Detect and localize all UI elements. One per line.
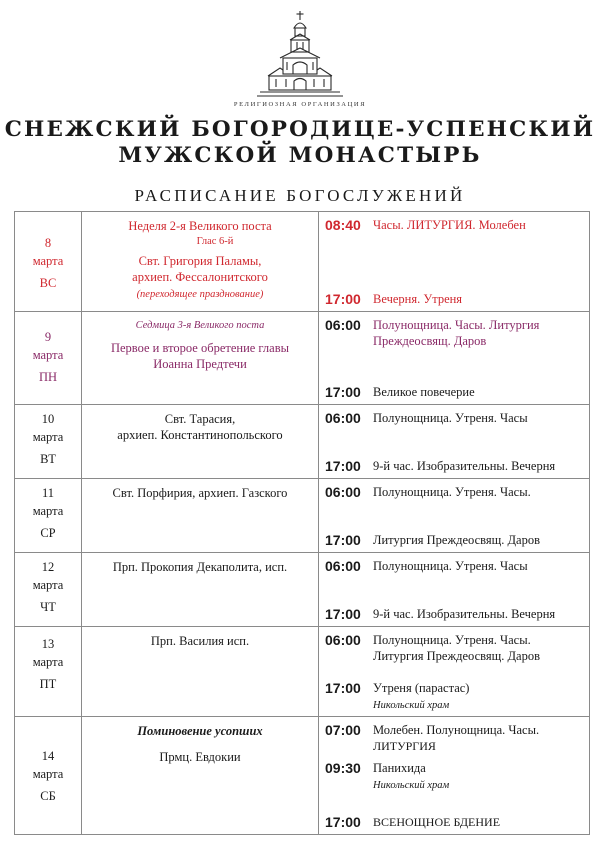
services-cell — [319, 553, 590, 627]
service-desc: ВСЕНОЩНОЕ БДЕНИЕ — [373, 815, 501, 829]
service-desc: Полунощница. Утреня. Часы. — [373, 485, 531, 499]
feast-line: Прмц. Евдокии — [159, 750, 241, 764]
date-cell — [15, 479, 82, 553]
service-item — [319, 484, 589, 500]
table-row — [15, 312, 590, 405]
feast-cell — [82, 717, 319, 835]
header — [0, 0, 600, 208]
service-time: 17:00 — [325, 384, 361, 400]
feast-cell — [82, 405, 319, 479]
service-item — [319, 217, 589, 233]
feast-cell — [82, 479, 319, 553]
feast-cell — [82, 212, 319, 312]
service-item — [319, 532, 589, 548]
monastery-church-icon — [256, 10, 344, 102]
services-cell — [319, 312, 590, 405]
weekday: ЧТ — [40, 600, 56, 614]
day-number: 14 — [41, 749, 55, 763]
service-item — [319, 384, 589, 400]
service-item — [319, 558, 589, 574]
feast-line: Седмица 3-я Великого поста — [135, 320, 265, 331]
service-item — [319, 291, 589, 307]
organization-type: РЕЛИГИОЗНАЯ ОРГАНИЗАЦИЯ — [233, 101, 367, 108]
table-row — [15, 553, 590, 627]
weekday: ПТ — [39, 677, 57, 691]
month-name: марта — [32, 504, 64, 518]
month-name: марта — [32, 655, 64, 669]
feast-line: Первое и второе обретение главы — [110, 341, 290, 355]
date-cell — [15, 212, 82, 312]
day-number: 8 — [44, 236, 52, 250]
service-time: 17:00 — [325, 606, 361, 622]
services-cell — [319, 405, 590, 479]
service-time: 06:00 — [325, 410, 361, 426]
table-row — [15, 627, 590, 717]
service-desc: Великое повечерие — [373, 385, 475, 399]
feast-note: (переходящее празднование) — [136, 289, 264, 300]
service-time: 06:00 — [325, 558, 361, 574]
service-desc: Утреня (парастас) — [373, 681, 470, 695]
date-cell — [15, 312, 82, 405]
services-cell — [319, 479, 590, 553]
service-desc: 9-й час. Изобразительны. Вечерня — [373, 607, 556, 621]
weekday: ВС — [39, 276, 57, 290]
service-location: Никольский храм — [373, 700, 450, 711]
service-item — [319, 760, 589, 792]
weekday: ПН — [38, 370, 58, 384]
day-number: 12 — [41, 560, 55, 574]
feast-line: Иоанна Предтечи — [153, 357, 247, 371]
services-cell — [319, 627, 590, 717]
weekday: СР — [40, 526, 56, 540]
month-name: марта — [32, 578, 64, 592]
service-desc-cont: ЛИТУРГИЯ — [373, 739, 436, 753]
service-desc: Полунощница. Утреня. Часы. — [373, 633, 531, 647]
service-desc: Часы. ЛИТУРГИЯ. Молебен — [373, 218, 526, 232]
weekday: СБ — [40, 789, 56, 803]
date-cell — [15, 553, 82, 627]
month-name: марта — [32, 767, 64, 781]
service-time: 07:00 — [325, 722, 361, 738]
service-time: 06:00 — [325, 484, 361, 500]
service-desc: Вечерня. Утреня — [373, 292, 463, 306]
feast-line: Прп. Василия исп. — [150, 634, 250, 648]
service-time: 06:00 — [325, 317, 361, 333]
date-cell — [15, 717, 82, 835]
service-location: Никольский храм — [373, 780, 450, 791]
service-time: 09:30 — [325, 760, 361, 776]
feast-line: архиеп. Фессалонитского — [132, 270, 268, 284]
service-desc: Литургия Преждеосвящ. Даров — [373, 533, 540, 547]
table-row — [15, 212, 590, 312]
month-name: марта — [32, 254, 64, 268]
services-cell — [319, 717, 590, 835]
service-item — [319, 632, 589, 664]
date-cell — [15, 627, 82, 717]
month-name: марта — [32, 430, 64, 444]
service-item — [319, 680, 589, 712]
service-desc: Молебен. Полунощница. Часы. — [373, 723, 540, 737]
month-name: марта — [32, 348, 64, 362]
schedule-title: РАСПИСАНИЕ БОГОСЛУЖЕНИЙ — [134, 186, 466, 205]
table-row — [15, 479, 590, 553]
day-number: 9 — [44, 330, 52, 344]
service-item — [319, 606, 589, 622]
service-desc-cont: Преждеосвящ. Даров — [373, 334, 487, 348]
feast-cell — [82, 627, 319, 717]
weekday: ВТ — [40, 452, 56, 466]
service-time: 17:00 — [325, 291, 361, 307]
service-item — [319, 722, 589, 754]
service-desc: 9-й час. Изобразительны. Вечерня — [373, 459, 556, 473]
service-desc: Полунощница. Утреня. Часы — [373, 559, 528, 573]
service-item — [319, 458, 589, 474]
feast-line: Свт. Тарасия, — [164, 412, 236, 426]
services-cell — [319, 212, 590, 312]
service-item — [319, 317, 589, 349]
service-desc: Панихида — [373, 761, 426, 775]
service-time: 17:00 — [325, 814, 361, 830]
day-number: 13 — [41, 637, 55, 651]
monastery-name-line-1: СНЕЖСКИЙ БОГОРОДИЦЕ-УСПЕНСКИЙ — [4, 117, 596, 142]
day-number: 11 — [41, 486, 55, 500]
feast-line: Поминовение усопших — [137, 724, 263, 738]
service-time: 17:00 — [325, 458, 361, 474]
feast-line: архиеп. Константинопольского — [117, 428, 283, 442]
feast-line: Свт. Порфирия, архиеп. Газского — [112, 486, 288, 500]
service-desc-cont: Литургия Преждеосвящ. Даров — [373, 649, 540, 663]
feast-cell — [82, 553, 319, 627]
table-row — [15, 405, 590, 479]
service-time: 17:00 — [325, 532, 361, 548]
service-desc: Полунощница. Утреня. Часы — [373, 411, 528, 425]
feast-cell — [82, 312, 319, 405]
day-number: 10 — [41, 412, 55, 426]
monastery-name — [0, 117, 600, 169]
service-item — [319, 410, 589, 426]
service-time: 17:00 — [325, 680, 361, 696]
service-time: 08:40 — [325, 217, 361, 233]
feast-tone: Глас 6-й — [196, 236, 234, 247]
service-desc: Полунощница. Часы. Литургия — [373, 318, 540, 332]
feast-line: Неделя 2-я Великого поста — [128, 219, 272, 233]
schedule-table — [14, 211, 590, 835]
table-row — [15, 717, 590, 835]
feast-line: Свт. Григория Паламы, — [138, 254, 262, 268]
service-time: 06:00 — [325, 632, 361, 648]
service-item — [319, 814, 589, 830]
monastery-name-line-2: МУЖСКОЙ МОНАСТЫРЬ — [118, 143, 482, 168]
feast-line: Прп. Прокопия Декаполита, исп. — [112, 560, 288, 574]
date-cell — [15, 405, 82, 479]
